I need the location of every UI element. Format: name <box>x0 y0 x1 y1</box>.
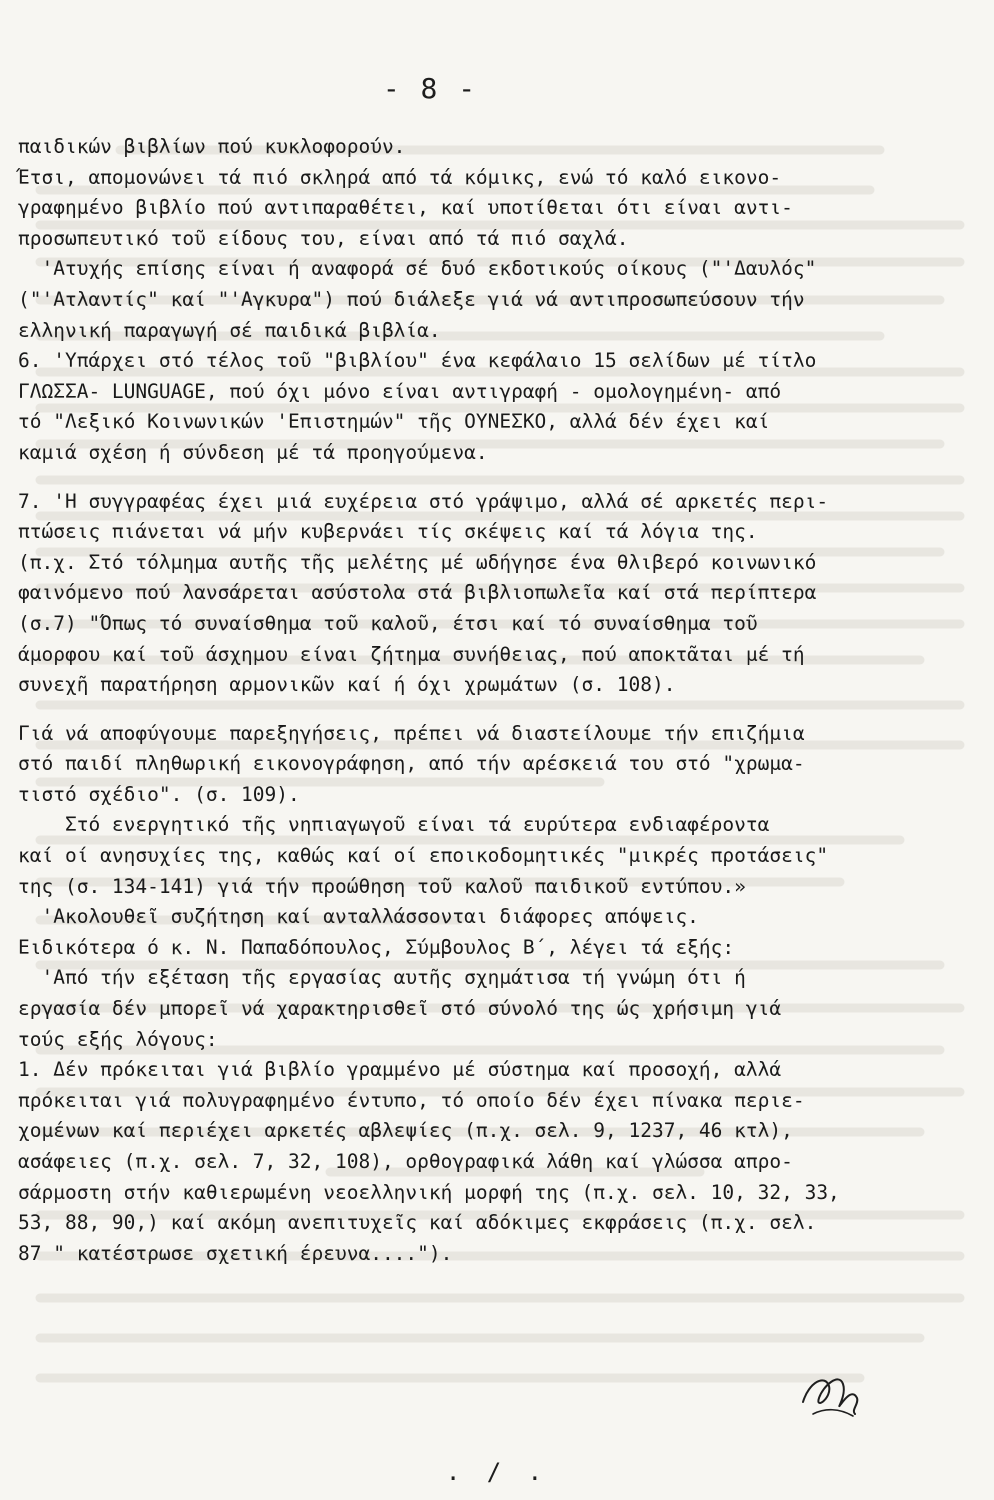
paragraph-gap <box>18 701 978 719</box>
text-line: (π.χ. Στό τόλμημα αυτῆς τῆς μελέτης μέ ωδήγησε ένα θλιβερό κοινωνικό <box>18 550 817 574</box>
text-line: 'Από τήν εξέταση τῆς εργασίας αυτῆς σχημάτισα τή γνώμη ότι ή <box>18 966 746 990</box>
page-number: - 8 - <box>382 72 478 105</box>
text-line: στό παιδί πληθωρική εικονογράφηση, από τήν αρέσκειά του στό "χρωμα- <box>18 752 805 776</box>
text-line: τιστό σχέδιο". (σ. 109). <box>18 782 300 806</box>
text-line: 87 " κατέστρωσε σχετική έρευνα...."). <box>18 1241 453 1265</box>
document-body <box>18 132 978 1269</box>
text-line: Στό ενεργητικό τῆς νηπιαγωγοῦ είναι τά ευρύτερα ενδιαφέροντα <box>18 813 770 837</box>
text-line: πρόκειται γιά πολυγραφημένο έντυπο, τό οποίο δέν έχει πίνακα περιε- <box>18 1088 805 1112</box>
text-line: 'Ατυχής επίσης είναι ή αναφορά σέ δυό εκδοτικούς οίκους ("'Δαυλός" <box>18 257 817 281</box>
handwritten-signature <box>795 1364 865 1424</box>
text-line: εργασία δέν μπορεῖ νά χαρακτηρισθεῖ στό σύνολό της ώς χρήσιμη γιά <box>18 997 782 1021</box>
text-line: συνεχῆ παρατήρηση αρμονικῶν καί ή όχι χρωμάτων (σ. 108). <box>18 673 676 697</box>
text-line: 53, 88, 90,) καί ακόμη ανεπιτυχεῖς καί αδόκιμες εκφράσεις (π.χ. σελ. <box>18 1211 817 1235</box>
text-line: 7. 'Η συγγραφέας έχει μιά ευχέρεια στό γράψιμο, αλλά σέ αρκετές περι- <box>18 489 829 513</box>
text-line: καμιά σχέση ή σύνδεση μέ τά προηγούμενα. <box>18 440 488 464</box>
text-line: (σ.7) "Όπως τό συναίσθημα τοῦ καλοῦ, έτσι καί τό συναίσθημα τοῦ <box>18 611 758 635</box>
text-line: τό "Λεξικό Κοινωνικών 'Επιστημών" τῆς ΟΥΝΕΣΚΟ, αλλά δέν έχει καί <box>18 410 770 434</box>
text-line: 1. Δέν πρόκειται γιά βιβλίο γραμμένο μέ σύστημα καί προσοχή, αλλά <box>18 1058 782 1082</box>
text-line: Γιά νά αποφύγουμε παρεξηγήσεις, πρέπει νά διαστείλουμε τήν επιζήμια <box>18 721 805 745</box>
text-line: ασάφειες (π.χ. σελ. 7, 32, 108), ορθογραφικά λάθη καί γλώσσα απρο- <box>18 1150 793 1173</box>
text-line: Ειδικότερα ό κ. Ν. Παπαδόπουλος, Σύμβουλος Β΄, λέγει τά εξής: <box>18 935 735 959</box>
text-line: ελληνική παραγωγή σέ παιδικά βιβλία. <box>18 318 441 342</box>
text-line: 'Ακολουθεῖ συζήτηση καί ανταλλάσσονται διάφορες απόψεις. <box>18 905 699 929</box>
paragraph-gap <box>18 469 978 487</box>
text-line: ΓΛΩΣΣΑ- LUNGUAGE, πού όχι μόνο είναι αντιγραφή - ομολογημένη- από <box>18 379 782 403</box>
text-line: ("'Ατλαντίς" καί "'Αγκυρα") πού διάλεξε γιά νά αντιπροσωπεύσουν τήν <box>18 287 805 311</box>
text-line: πτώσεις πιάνεται νά μήν κυβερνάει τίς σκέψεις καί τά λόγια της. <box>18 520 758 544</box>
text-line: παιδικών βιβλίων πού κυκλοφορούν. <box>18 135 406 158</box>
text-line: σάρμοστη στήν καθιερωμένη νεοελληνική μορφή της (π.χ. σελ. 10, 32, 33, <box>18 1180 840 1204</box>
text-line: άμορφου καί τοῦ άσχημου είναι ζήτημα συνήθειας, πού αποκτᾶται μέ τή <box>18 642 805 666</box>
continuation-mark: . / . <box>445 1458 549 1486</box>
text-line: φαινόμενο πού λανσάρεται ασύστολα στά βιβλιοπωλεῖα καί στά περίπτερα <box>18 581 817 605</box>
text-line: γραφημένο βιβλίο πού αντιπαραθέτει, καί υποτίθεται ότι είναι αντι- <box>18 196 793 220</box>
text-line: της (σ. 134-141) γιά τήν προώθηση τοῦ καλοῦ παιδικοῦ εντύπου.» <box>18 874 746 898</box>
text-line: 6. 'Υπάρχει στό τέλος τοῦ "βιβλίου" ένα κεφάλαιο 15 σελίδων μέ τίτλο <box>18 349 817 373</box>
text-line: τούς εξής λόγους: <box>18 1027 218 1051</box>
text-line: Έτσι, απομονώνει τά πιό σκληρά από τά κόμικς, ενώ τό καλό εικονο- <box>18 165 782 189</box>
text-line: χομένων καί περιέχει αρκετές αβλεψίες (π.χ. σελ. 9, 1237, 46 κτλ), <box>18 1119 793 1143</box>
text-line: καί οί ανησυχίες της, καθώς καί οί εποικοδομητικές "μικρές προτάσεις" <box>18 844 829 868</box>
text-line: προσωπευτικό τοῦ είδους του, είναι από τά πιό σαχλά. <box>18 226 629 250</box>
